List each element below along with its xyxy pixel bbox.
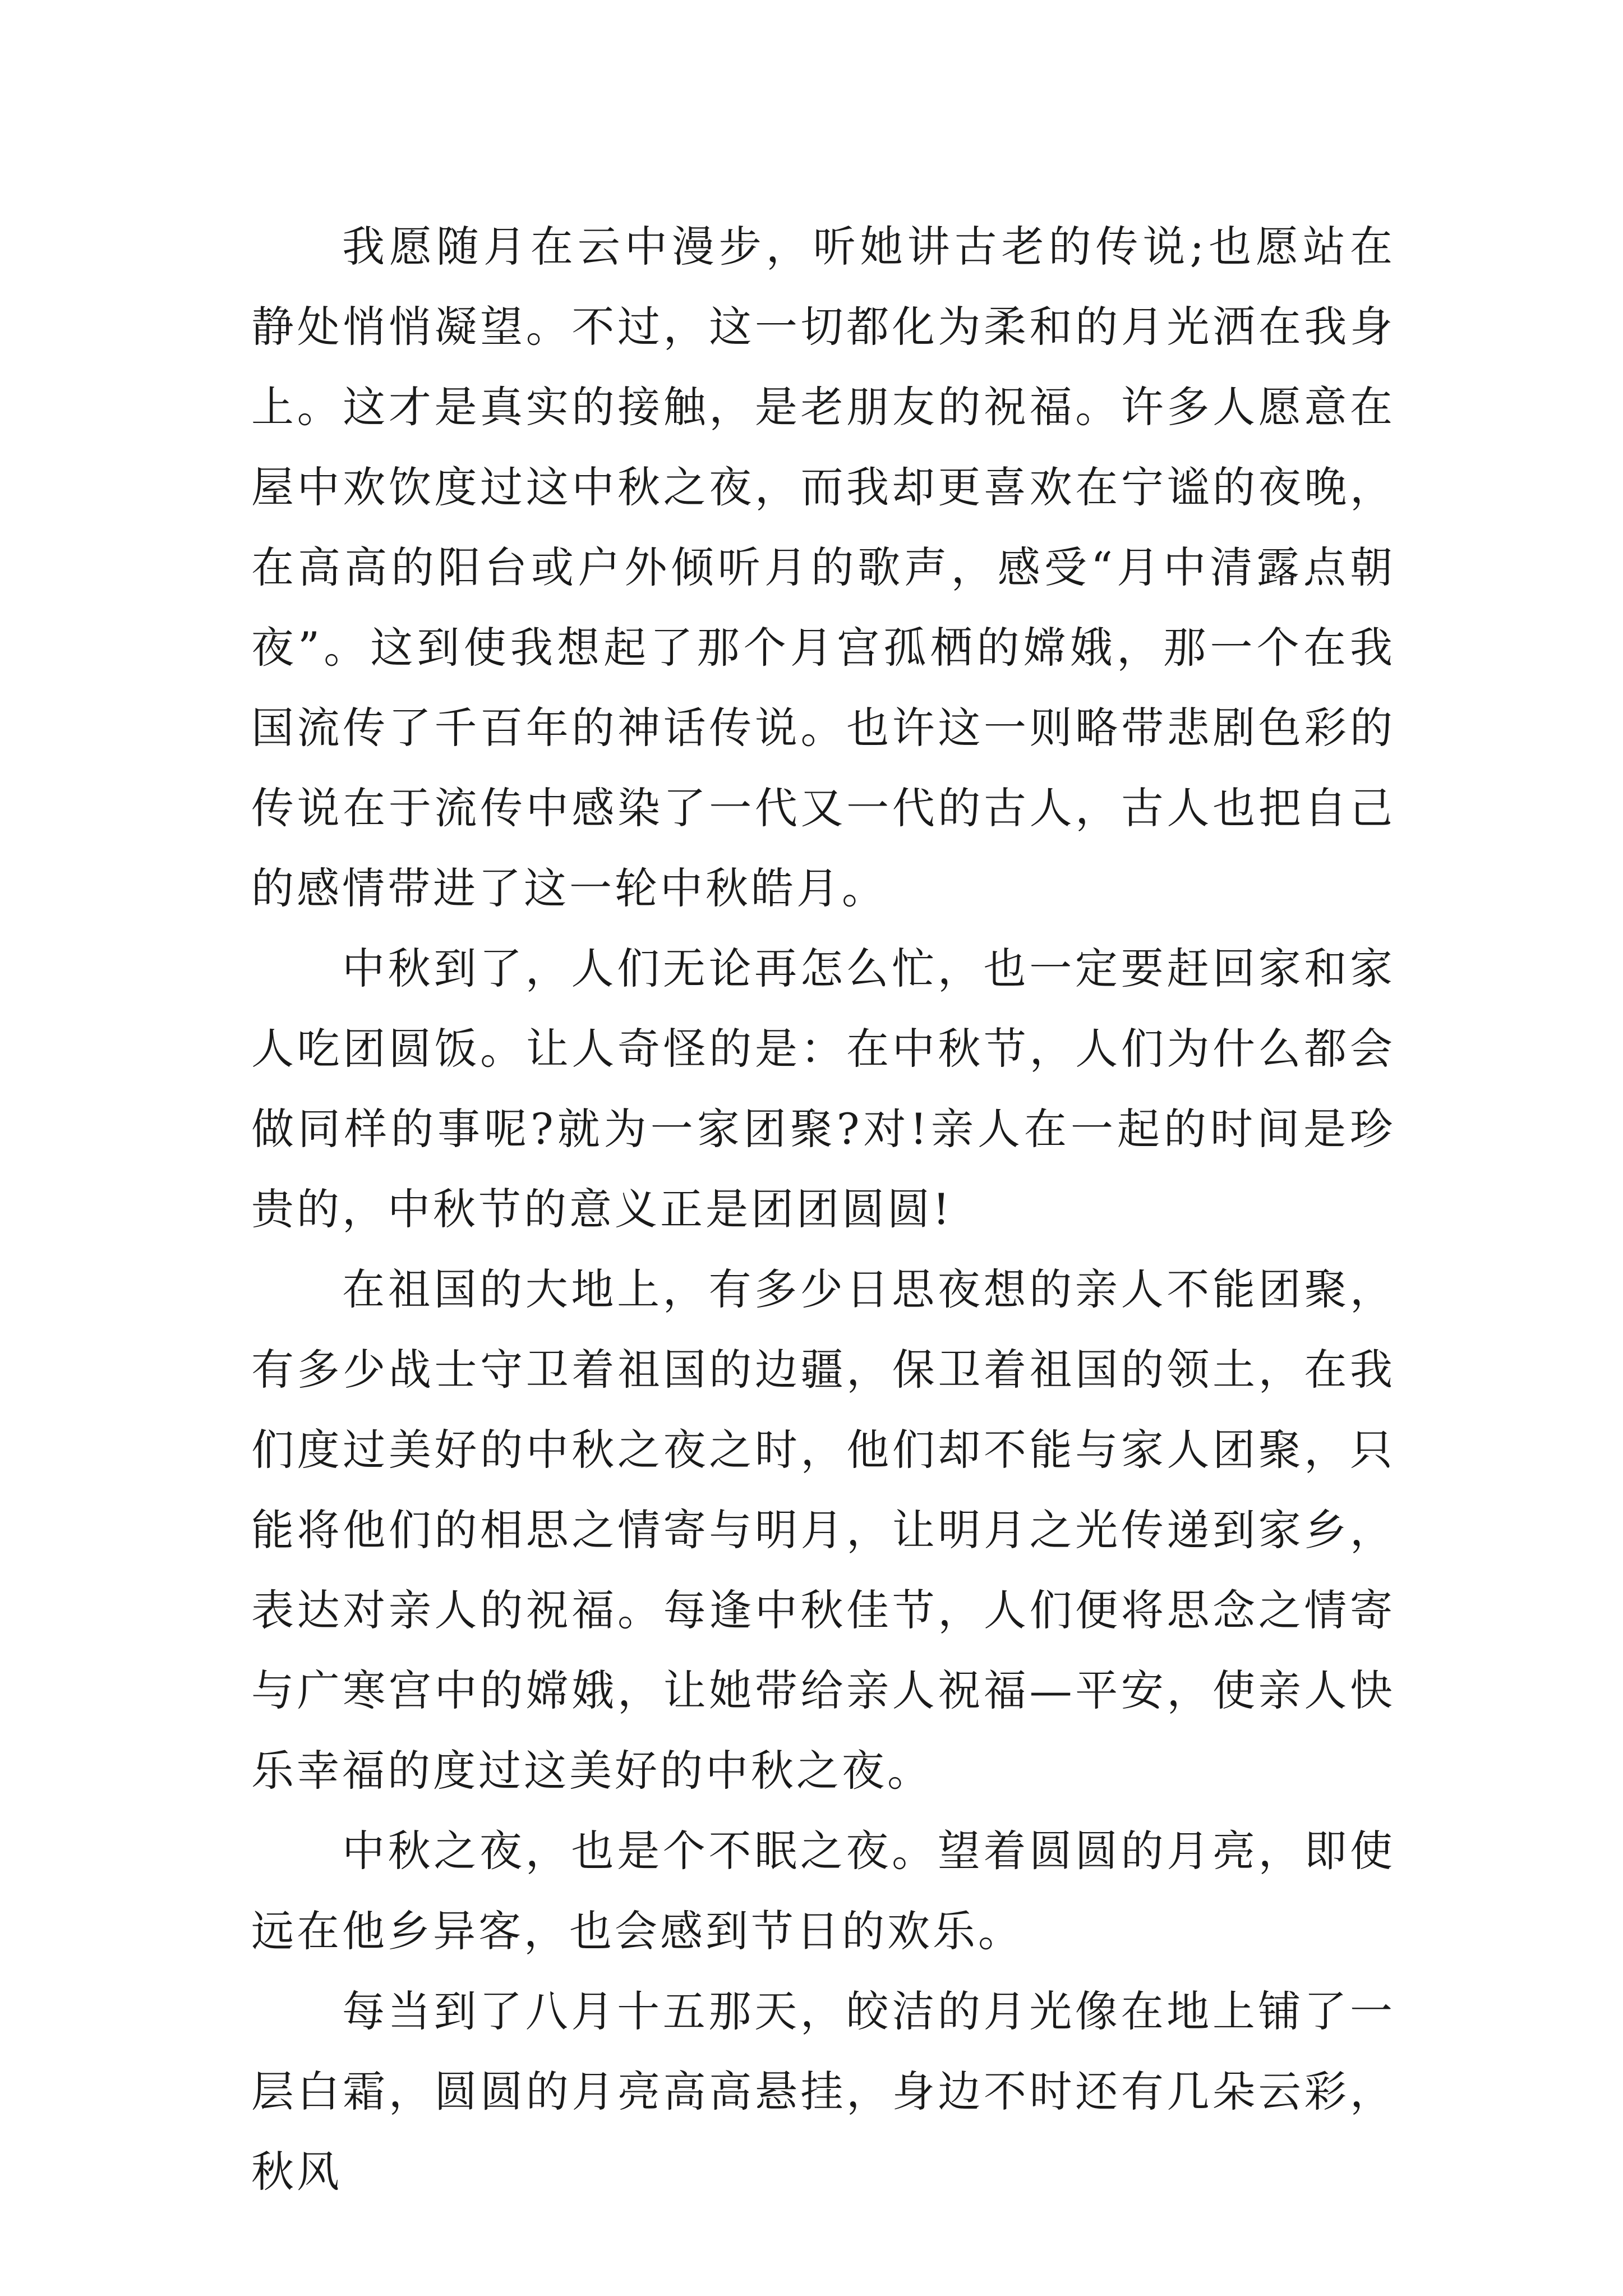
paragraph-2: 中秋到了，人们无论再怎么忙，也一定要赶回家和家人吃团圆饭。让人奇怪的是：在中秋节，人们为什么都会做同样的事呢?就为一家团聚?对!亲人在一起的时间是珍贵的，中秋节的意义正是团团圆圆! (251, 944, 1395, 1234)
paragraph-5: 每当到了八月十五那天，皎洁的月光像在地上铺了一层白霜，圆圆的月亮高高悬挂，身边不时还有几朵云彩，秋风 (251, 1986, 1395, 2197)
paragraph-3: 在祖国的大地上，有多少日思夜想的亲人不能团聚，有多少战士守卫着祖国的边疆，保卫着祖国的领土，在我们度过美好的中秋之夜之时，他们却不能与家人团聚，只能将他们的相思之情寄与明月，让明月之光传递到家乡，表达对亲人的祝福。每逢中秋佳节，人们便将思念之情寄与广寒宫中的嫦娥，让她带给亲人祝福—平安，使亲人快乐幸福的度过这美好的中秋之夜。 (251, 1264, 1395, 1796)
document-body (251, 206, 1395, 2212)
paragraph-1: 我愿随月在云中漫步，听她讲古老的传说;也愿站在静处悄悄凝望。不过，这一切都化为柔和的月光洒在我身上。这才是真实的接触，是老朋友的祝福。许多人愿意在屋中欢饮度过这中秋之夜，而我却更喜欢在宁谧的夜晚，在高高的阳台或户外倾听月的歌声，感受“月中清露点朝夜”。这到使我想起了那个月宫孤栖的嫦娥，那一个在我国流传了千百年的神话传说。也许这一则略带悲剧色彩的传说在于流传中感染了一代又一代的古人，古人也把自己的感情带进了这一轮中秋皓月。 (251, 222, 1395, 913)
paragraph-4: 中秋之夜，也是个不眠之夜。望着圆圆的月亮，即使远在他乡异客，也会感到节日的欢乐。 (251, 1826, 1395, 1956)
